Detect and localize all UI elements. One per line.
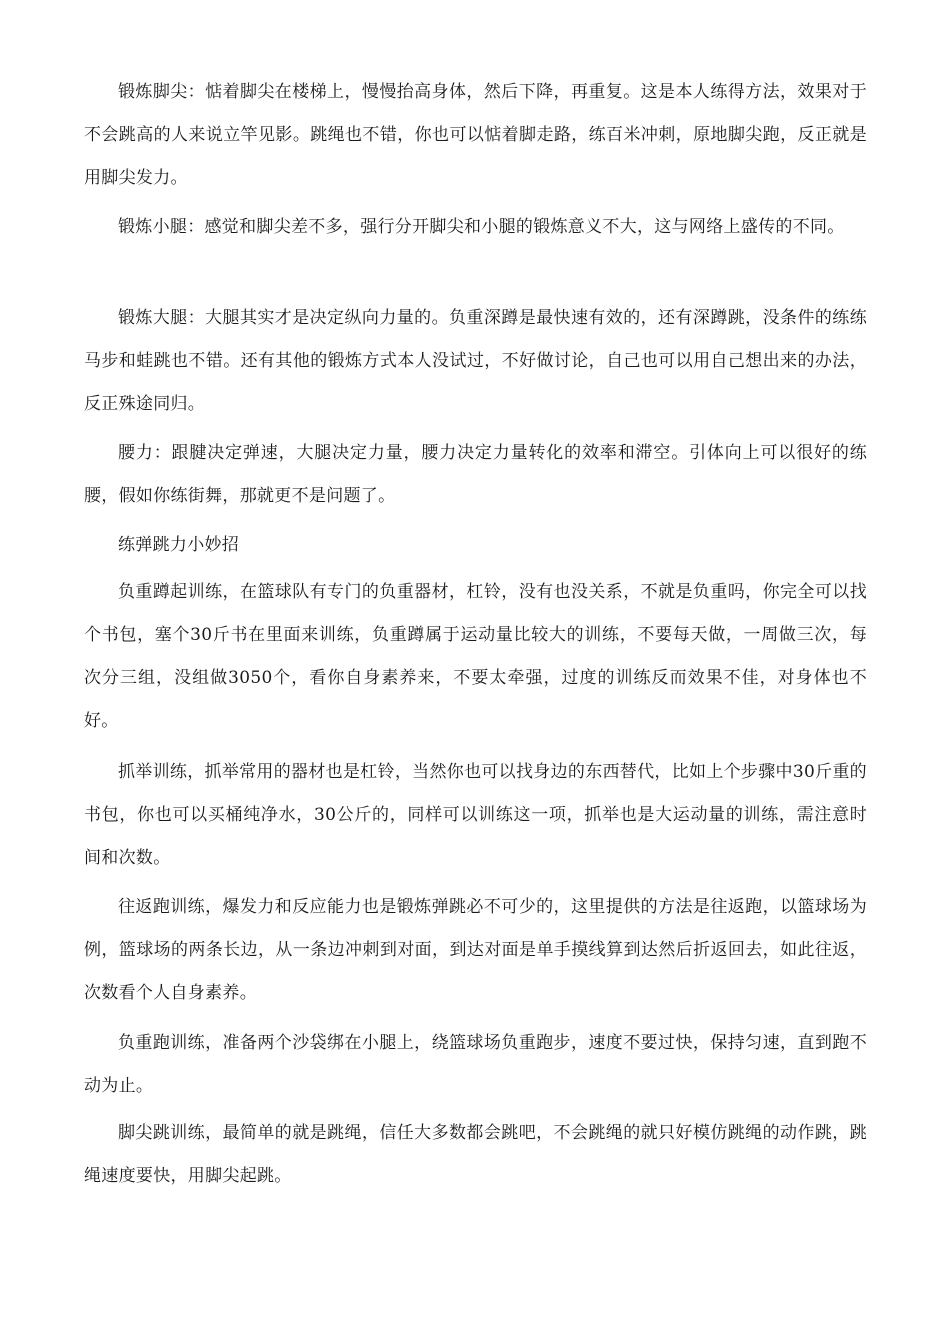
paragraph-toe-jump: 脚尖跳训练，最简单的就是跳绳，信任大多数都会跳吧，不会跳绳的就只好模仿跳绳的动作跳，跳绳速度要快，用脚尖起跳。 — [84, 1123, 867, 1186]
section-heading-tips: 练弹跳力小妙招 — [118, 535, 240, 555]
paragraph-toe-training: 锻炼脚尖：惦着脚尖在楼梯上，慢慢抬高身体，然后下降，再重复。这是本人练得方法，效果对于不会跳高的人来说立竿见影。跳绳也不错，你也可以惦着脚走路，练百米冲刺，原地脚尖跑，反正就是用脚尖发力。 — [84, 82, 867, 188]
paragraph-calf-training: 锻炼小腿：感觉和脚尖差不多，强行分开脚尖和小腿的锻炼意义不大，这与网络上盛传的不同。 — [118, 217, 845, 237]
paragraph-snatch-training: 抓举训练，抓举常用的器材也是杠铃，当然你也可以找身边的东西替代，比如上个步骤中30斤重的书包，你也可以买桶纯净水，30公斤的，同样可以训练这一项，抓举也是大运动量的训练，需注意时间和次数。 — [84, 762, 867, 868]
paragraph-shuttle-run: 往返跑训练，爆发力和反应能力也是锻炼弹跳必不可少的，这里提供的方法是往返跑，以篮球场为例，篮球场的两条长边，从一条边冲刺到对面，到达对面是单手摸线算到达然后折返回去，如此往返，次数看个人自身素养。 — [84, 897, 867, 1003]
paragraph-thigh-training: 锻炼大腿：大腿其实才是决定纵向力量的。负重深蹲是最快速有效的，还有深蹲跳，没条件的练练马步和蛙跳也不错。还有其他的锻炼方式本人没试过，不好做讨论，自己也可以用自己想出来的办法，反正殊途同归。 — [84, 308, 867, 414]
paragraph-weighted-squat: 负重蹲起训练，在篮球队有专门的负重器材，杠铃，没有也没关系，不就是负重吗，你完全可以找个书包，塞个30斤书在里面来训练，负重蹲属于运动量比较大的训练，不要每天做，一周做三次，每次分三组，没组做3050个，看你自身素养来，不要太牵强，过度的训练反而效果不佳，对身体也不好。 — [84, 582, 867, 731]
paragraph-waist-strength: 腰力：跟腱决定弹速，大腿决定力量，腰力决定力量转化的效率和滞空。引体向上可以很好的练腰，假如你练街舞，那就更不是问题了。 — [84, 443, 867, 506]
paragraph-weighted-run: 负重跑训练，准备两个沙袋绑在小腿上，绕篮球场负重跑步，速度不要过快，保持匀速，直到跑不动为止。 — [84, 1033, 867, 1096]
